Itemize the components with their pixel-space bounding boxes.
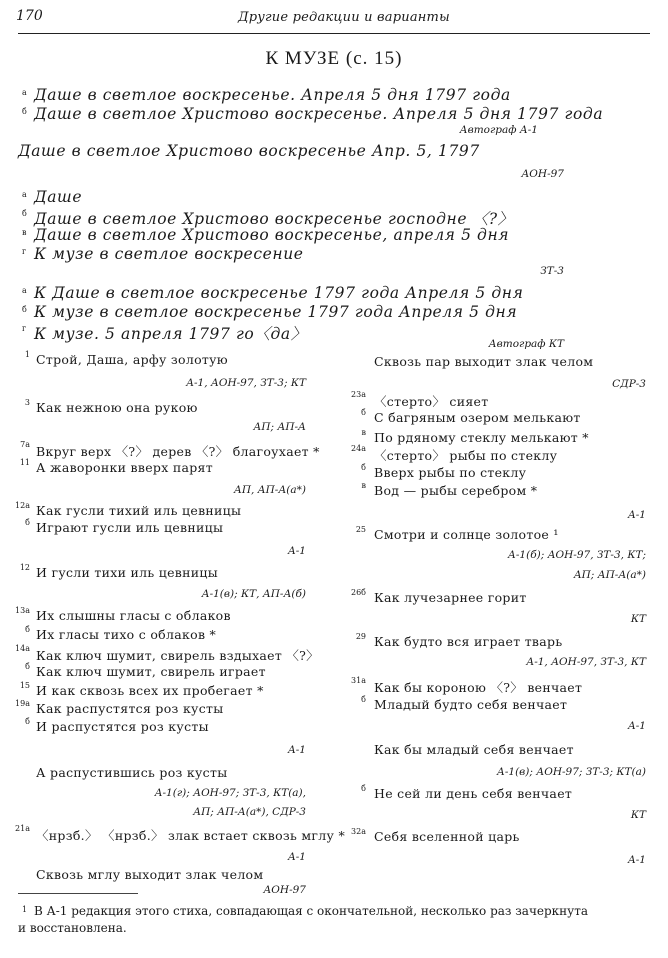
title-variant: К музе в светлое воскресенье 1797 года Апреля 5 дня (34, 303, 518, 321)
line-number: 25 (355, 525, 366, 534)
variant-line: Вод — рыбы серебром * (374, 483, 538, 498)
footnote-mark: 1 (22, 905, 28, 914)
variant-line: Как гусли тихий иль цевницы (36, 503, 242, 518)
source-siglum: А-1, АОН-97, ЗТ-3, КТ (526, 656, 646, 668)
line-number: 29 (355, 632, 366, 641)
title-variant: Даше в светлое Христово воскресенье, апреля 5 дня (34, 226, 510, 244)
source-siglum: А-1(б); АОН-97, ЗТ-3, КТ; (507, 549, 646, 561)
variant-mark: б (22, 107, 27, 116)
line-number: 15 (19, 681, 30, 690)
variant-mark: а (22, 88, 27, 97)
variant-line: Как ключ шумит, свирель вздыхает 〈?〉 (36, 648, 319, 663)
variant-mark: а (22, 190, 27, 199)
line-number: 12 (19, 563, 30, 572)
variant-line: И как сквозь всех их пробегает * (36, 683, 264, 698)
variant-line: Смотри и солнце золотое ¹ (374, 527, 559, 542)
variant-line: И распустятся роз кусты (36, 719, 209, 734)
page-title: К МУЗЕ (с. 15) (265, 48, 403, 69)
variant-line: По рдяному стеклу мелькают * (374, 430, 589, 445)
variant-line: Младый будто себя венчает (374, 697, 568, 712)
line-number: 26б (351, 588, 366, 597)
title-variant: К Даше в светлое воскресенье 1797 года Апреля 5 дня (34, 284, 524, 302)
title-variant: К музе. 5 апреля 1797 го〈да〉 (34, 325, 307, 343)
variant-mark: г (22, 324, 27, 333)
source-siglum: А-1 (287, 851, 306, 863)
source-siglum: А-1(в); КТ, АП-А(б) (201, 588, 306, 600)
variant-line: Как бы младый себя венчает (374, 742, 574, 757)
variant-line: Сквозь мглу выходит злак челом (36, 867, 264, 882)
running-head: Другие редакции и варианты (238, 10, 450, 25)
source-siglum: АОН-97 (521, 168, 564, 180)
variant-line: И гусли тихи иль цевницы (36, 565, 218, 580)
variant-line: Как распустятся роз кусты (36, 701, 224, 716)
header-rule (18, 33, 650, 34)
line-number: б (361, 463, 366, 472)
variant-line: Вкруг верх 〈?〉 дерев 〈?〉 благоухает * (36, 444, 320, 459)
variant-line: 〈нрзб.〉 〈нрзб.〉 злак встает сквозь мглу * (36, 828, 345, 843)
variant-mark: б (22, 305, 27, 314)
line-number: б (25, 717, 30, 726)
line-number: 31а (351, 676, 366, 685)
source-siglum: А-1 (287, 744, 306, 756)
variant-line: Как нежною она рукою (36, 400, 198, 415)
line-number: б (361, 408, 366, 417)
source-siglum: АП; АП-А(а*) (573, 569, 646, 581)
variant-line: 〈стерто〉 сияет (374, 394, 489, 409)
line-number: 13а (15, 606, 30, 615)
source-siglum: АП, АП-А(а*) (233, 484, 306, 496)
variant-line: А жаворонки вверх парят (36, 460, 213, 475)
line-number: в (361, 481, 366, 490)
variant-line: Их гласы тихо с облаков * (36, 627, 217, 642)
line-number: 24а (351, 444, 366, 453)
variant-mark: а (22, 286, 27, 295)
variant-line: Не сей ли день себя венчает (374, 786, 573, 801)
title-variant: Даше в светлое Христово воскресенье. Апреля 5 дня 1797 года (34, 105, 604, 123)
variant-line: Как лучезарнее горит (374, 590, 527, 605)
title-variant: Даше в светлое воскресенье. Апреля 5 дня 1797 года (34, 86, 511, 104)
line-number: б (361, 784, 366, 793)
variant-line: Как будто вся играет тварь (374, 634, 563, 649)
source-siglum: АОН-97 (263, 884, 306, 896)
line-number: 23а (351, 390, 366, 399)
variant-mark: г (22, 247, 27, 256)
source-siglum: А-1 (287, 545, 306, 557)
variant-line: 〈стерто〉 рыбы по стеклу (374, 448, 558, 463)
variant-line: Сквозь пар выходит злак челом (374, 354, 594, 369)
line-number: 1 (24, 350, 30, 359)
variant-mark: б (22, 209, 27, 218)
line-number: 7а (20, 440, 30, 449)
source-siglum: АП; АП-А (253, 421, 306, 433)
line-number: 3 (24, 398, 30, 407)
source-siglum: СДР-3 (612, 378, 646, 390)
source-siglum: КТ (630, 613, 646, 625)
line-number: б (25, 625, 30, 634)
line-number: в (361, 428, 366, 437)
source-siglum: А-1 (627, 509, 646, 521)
variant-mark: в (22, 228, 27, 237)
source-siglum: А-1(в); АОН-97; ЗТ-3; КТ(а) (496, 766, 646, 778)
line-number: б (361, 695, 366, 704)
variant-line: Их слышны гласы с облаков (36, 608, 231, 623)
title-variant: Даше в светлое Христово воскресенье господне 〈?〉 (34, 210, 514, 228)
variant-line: Вверх рыбы по стеклу (374, 465, 527, 480)
source-siglum: А-1 (627, 854, 646, 866)
title-variant: Даше в светлое Христово воскресенье Апр. 5, 1797 (18, 142, 480, 160)
line-number: б (25, 518, 30, 527)
variant-line: Строй, Даша, арфу золотую (36, 352, 228, 367)
line-number: 21а (15, 824, 30, 833)
source-siglum: АП; АП-А(а*), СДР-3 (193, 806, 306, 818)
variant-line: С багряным озером мелькают (374, 410, 581, 425)
line-number: 11 (19, 458, 30, 467)
source-siglum: А-1(г); АОН-97; ЗТ-3, КТ(а), (154, 787, 306, 799)
footnote-line: и восстановлена. (18, 921, 127, 935)
footnote-line: В А-1 редакция этого стиха, совпадающая с окончательной, несколько раз зачеркнута (34, 904, 589, 918)
source-siglum: А-1, АОН-97, ЗТ-3; КТ (186, 377, 306, 389)
variant-line: Как ключ шумит, свирель играет (36, 664, 266, 679)
line-number: 32а (351, 827, 366, 836)
source-siglum: Автограф А-1 (459, 124, 538, 136)
source-siglum: А-1 (627, 720, 646, 732)
footnote-rule (18, 893, 138, 894)
line-number: 14а (15, 644, 30, 653)
title-variant: Даше (34, 188, 83, 206)
line-number: 19а (15, 699, 30, 708)
source-siglum: Автограф КТ (488, 338, 564, 350)
line-number: б (25, 662, 30, 671)
source-siglum: КТ (630, 809, 646, 821)
variant-line: Себя вселенной царь (374, 829, 520, 844)
variant-line: Играют гусли иль цевницы (36, 520, 224, 535)
line-number: 12а (15, 501, 30, 510)
variant-line: А распустившись роз кусты (36, 765, 228, 780)
source-siglum: ЗТ-3 (540, 265, 564, 277)
page-number: 170 (16, 8, 43, 24)
variant-line: Как бы короною 〈?〉 венчает (374, 680, 583, 695)
title-variant: К музе в светлое воскресение (34, 245, 304, 263)
